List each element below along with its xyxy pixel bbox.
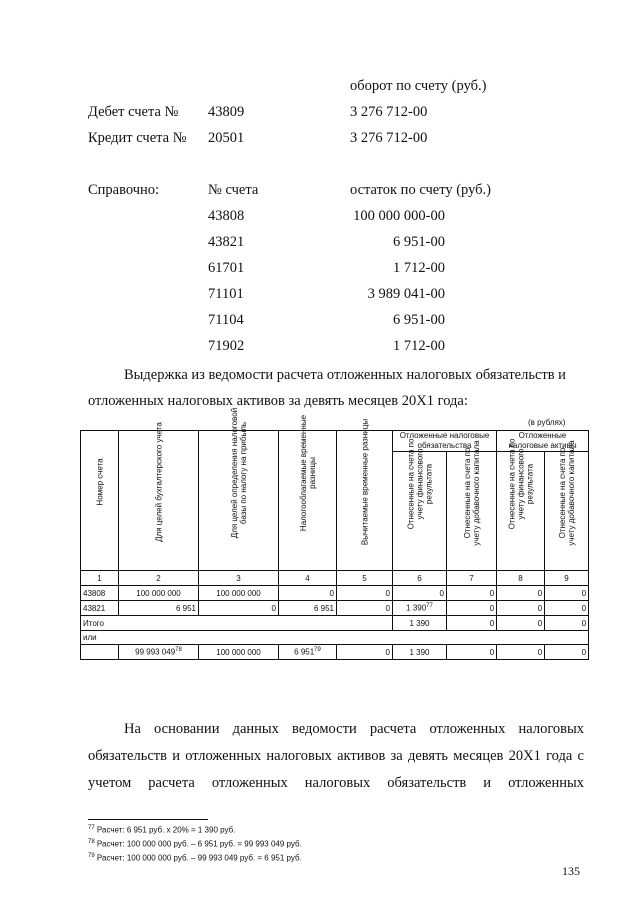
body-paragraph bbox=[88, 716, 584, 797]
debit-label: Дебет счета № bbox=[88, 104, 179, 120]
cell: 0 bbox=[497, 645, 545, 660]
cell: 0 bbox=[545, 601, 589, 616]
footnote-number: 79 bbox=[88, 853, 95, 859]
table-row bbox=[81, 586, 589, 601]
paragraph-line-1: На основании данных ведомости расчета отложенных налоговых bbox=[124, 721, 584, 737]
header-tax-base-text: Для целей определения налоговой базы по налогу на прибыль bbox=[229, 407, 248, 539]
reference-account: 43821 bbox=[208, 234, 245, 250]
cell: 0 bbox=[447, 645, 497, 660]
header-accounting bbox=[119, 422, 199, 571]
cell bbox=[279, 645, 337, 660]
credit-amount: 3 276 712-00 bbox=[350, 130, 428, 146]
cell: 6 951 bbox=[279, 601, 337, 616]
header-assets-fin-text: Отнесенные на счета по учету финансового результата bbox=[507, 438, 535, 530]
header-liab-fin bbox=[393, 438, 447, 571]
row-account: 43808 bbox=[81, 586, 119, 601]
header-account-text: Номер счета bbox=[95, 458, 104, 506]
footnote-79 bbox=[88, 853, 302, 863]
footnote-ref: 79 bbox=[314, 647, 321, 654]
cell: 0 bbox=[393, 586, 447, 601]
reference-account: 71902 bbox=[208, 338, 245, 354]
reference-balance: 3 989 041-00 bbox=[367, 286, 445, 302]
reference-label: Справочно: bbox=[88, 182, 160, 198]
footnote-ref: 77 bbox=[426, 603, 433, 610]
cell: 1 390 bbox=[393, 616, 447, 631]
column-number: 8 bbox=[497, 571, 545, 586]
reference-col-account: № счета bbox=[208, 182, 259, 198]
cell: 100 000 000 bbox=[199, 645, 279, 660]
alt-row bbox=[81, 645, 589, 660]
header-group-liabilities: Отложенные налоговые обязательства bbox=[393, 431, 497, 452]
column-number: 7 bbox=[447, 571, 497, 586]
footnote-number: 78 bbox=[88, 839, 95, 845]
footnote-number: 77 bbox=[88, 825, 95, 831]
cell bbox=[393, 601, 447, 616]
header-taxable-text: Налогооблагаемые временные разницы bbox=[298, 414, 317, 532]
column-numbers-row bbox=[81, 571, 589, 586]
cell: 0 bbox=[447, 586, 497, 601]
column-number: 6 bbox=[393, 571, 447, 586]
total-row bbox=[81, 616, 589, 631]
paragraph-line-3: учетом расчета отложенных налоговых обязательств и отложенных bbox=[88, 775, 584, 791]
footnote-text: Расчет: 6 951 руб. х 20% = 1 390 руб. bbox=[96, 825, 236, 835]
column-number: 4 bbox=[279, 571, 337, 586]
footnote-text: Расчет: 100 000 000 руб. – 6 951 руб. = 99 993 049 руб. bbox=[96, 839, 302, 849]
header-accounting-text: Для целей бухгалтерского учета bbox=[154, 422, 163, 542]
header-liab-cap-text: Отнесенные на счета по учету добавочного капитала bbox=[462, 440, 481, 546]
cell bbox=[119, 645, 199, 660]
total-label: Итого bbox=[81, 616, 393, 631]
or-row bbox=[81, 631, 589, 645]
column-number: 5 bbox=[337, 571, 393, 586]
page-number: 135 bbox=[562, 864, 580, 878]
reference-balance: 1 712-00 bbox=[393, 260, 445, 276]
cell: 100 000 000 bbox=[119, 586, 199, 601]
reference-col-balance: остаток по счету (руб.) bbox=[350, 182, 491, 198]
units-label: (в рублях) bbox=[528, 418, 566, 427]
cell: 100 000 000 bbox=[199, 586, 279, 601]
cell: 0 bbox=[199, 601, 279, 616]
table-row bbox=[81, 601, 589, 616]
or-label: или bbox=[81, 631, 589, 645]
cell: 0 bbox=[337, 645, 393, 660]
header-liab-cap bbox=[447, 440, 497, 571]
cell bbox=[81, 645, 119, 660]
cell: 1 390 bbox=[393, 645, 447, 660]
credit-account: 20501 bbox=[208, 130, 245, 146]
extract-title-line-1: Выдержка из ведомости расчета отложенных налоговых обязательств и bbox=[124, 367, 566, 383]
reference-balance: 1 712-00 bbox=[393, 338, 445, 354]
column-number: 3 bbox=[199, 571, 279, 586]
footnote-ref: 78 bbox=[175, 647, 182, 654]
header-group-assets: Отложенные налоговые активы bbox=[497, 431, 589, 452]
debit-amount: 3 276 712-00 bbox=[350, 104, 428, 120]
cell: 0 bbox=[337, 601, 393, 616]
cell: 0 bbox=[497, 616, 545, 631]
header-deductible bbox=[337, 418, 393, 571]
reference-account: 71104 bbox=[208, 312, 244, 328]
reference-balance: 6 951-00 bbox=[393, 312, 445, 328]
header-liab-fin-text: Отнесенные на счета по учету финансового результата bbox=[406, 438, 433, 530]
reference-account: 61701 bbox=[208, 260, 245, 276]
cell: 0 bbox=[497, 601, 545, 616]
column-number: 1 bbox=[81, 571, 119, 586]
extract-title-line-2: отложенных налоговых активов за девять месяцев 20Х1 года: bbox=[88, 393, 468, 409]
header-assets-cap bbox=[545, 440, 589, 571]
cell: 0 bbox=[497, 586, 545, 601]
reference-account: 43808 bbox=[208, 208, 245, 224]
cell-value: 6 951 bbox=[294, 647, 315, 657]
header-taxable bbox=[279, 414, 337, 571]
header-assets-cap-text: Отнесенные на счета по учету добавочного капитала bbox=[557, 440, 576, 546]
reference-account: 71101 bbox=[208, 286, 244, 302]
cell: 0 bbox=[545, 645, 589, 660]
cell-value: 1 390 bbox=[406, 603, 427, 613]
turnover-header: оборот по счету (руб.) bbox=[350, 78, 487, 94]
debit-account: 43809 bbox=[208, 104, 245, 120]
footnote-divider bbox=[88, 819, 208, 820]
cell: 0 bbox=[545, 616, 589, 631]
cell: 0 bbox=[447, 601, 497, 616]
reference-balance: 6 951-00 bbox=[393, 234, 445, 250]
row-account: 43821 bbox=[81, 601, 119, 616]
credit-label: Кредит счета № bbox=[88, 130, 187, 146]
header-assets-fin bbox=[497, 438, 545, 571]
column-number: 2 bbox=[119, 571, 199, 586]
reference-balance: 100 000 000-00 bbox=[353, 208, 445, 224]
footnote-78 bbox=[88, 839, 302, 849]
cell: 0 bbox=[279, 586, 337, 601]
paragraph-line-2: обязательств и отложенных налоговых активов за девять месяцев 20Х1 года с bbox=[88, 748, 584, 764]
header-deductible-text: Вычитаемые временные разницы bbox=[360, 418, 369, 546]
footnote-text: Расчет: 100 000 000 руб. – 99 993 049 руб. = 6 951 руб. bbox=[96, 853, 302, 863]
cell-value: 99 993 049 bbox=[135, 647, 176, 657]
header-account bbox=[81, 431, 119, 571]
footnote-77 bbox=[88, 825, 235, 835]
cell: 0 bbox=[337, 586, 393, 601]
cell: 6 951 bbox=[119, 601, 199, 616]
header-tax-base bbox=[199, 407, 279, 571]
cell: 0 bbox=[447, 616, 497, 631]
cell: 0 bbox=[545, 586, 589, 601]
column-number: 9 bbox=[545, 571, 589, 586]
